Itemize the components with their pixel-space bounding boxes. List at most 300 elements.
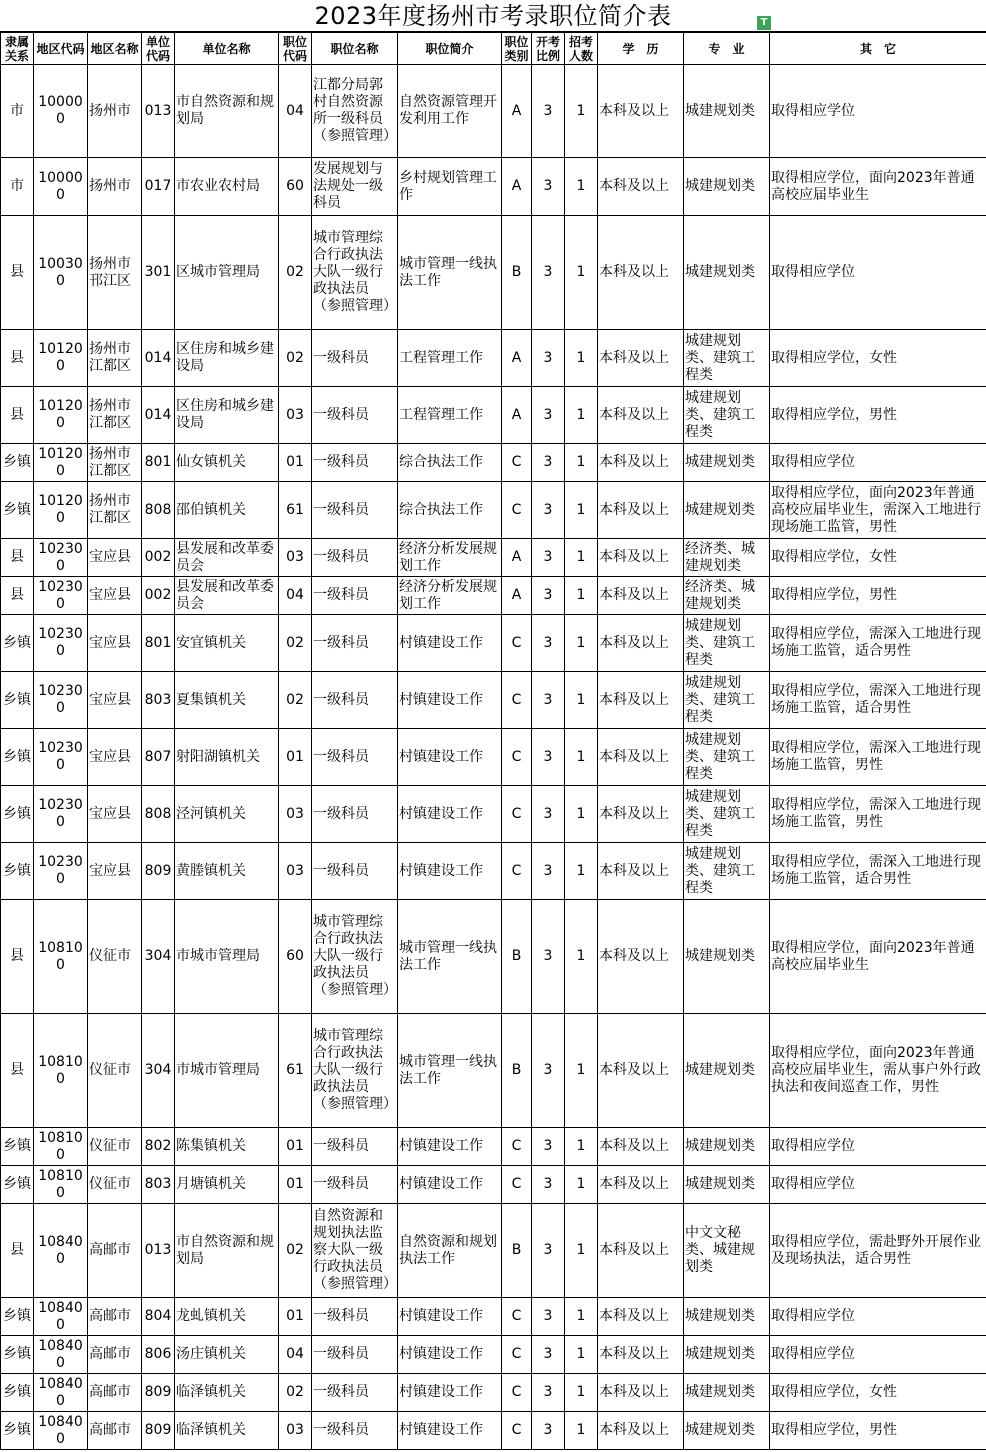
cell-headcount[interactable]: 1 <box>565 65 598 158</box>
cell-region-code[interactable]: 100000 <box>34 158 88 216</box>
cell-category[interactable]: A <box>502 65 532 158</box>
cell-position-code[interactable]: 02 <box>279 330 312 387</box>
cell-position-name[interactable]: 一级科员 <box>312 615 398 672</box>
cell-position-code[interactable]: 04 <box>279 1336 312 1374</box>
cell-region-code[interactable]: 102300 <box>34 615 88 672</box>
cell-position-desc[interactable]: 村镇建设工作 <box>398 615 502 672</box>
cell-ratio[interactable]: 3 <box>532 1166 565 1204</box>
cell-education[interactable]: 本科及以上 <box>598 900 684 1014</box>
cell-category[interactable]: C <box>502 1374 532 1412</box>
cell-ratio[interactable]: 3 <box>532 1204 565 1298</box>
cell-headcount[interactable]: 1 <box>565 387 598 444</box>
cell-region-code[interactable]: 108100 <box>34 1128 88 1166</box>
cell-region-name[interactable]: 宝应县 <box>88 577 142 615</box>
cell-position-name[interactable]: 一级科员 <box>312 1412 398 1450</box>
cell-ratio[interactable]: 3 <box>532 216 565 330</box>
cell-education[interactable]: 本科及以上 <box>598 1374 684 1412</box>
cell-region-code[interactable]: 108400 <box>34 1204 88 1298</box>
cell-ratio[interactable]: 3 <box>532 1412 565 1450</box>
cell-position-desc[interactable]: 村镇建设工作 <box>398 672 502 729</box>
cell-relation[interactable]: 县 <box>1 900 34 1014</box>
cell-unit-code[interactable]: 014 <box>142 330 175 387</box>
cell-education[interactable]: 本科及以上 <box>598 1204 684 1298</box>
cell-major[interactable]: 城建规划类 <box>684 1412 770 1450</box>
cell-major[interactable]: 城建规划类 <box>684 1166 770 1204</box>
cell-position-desc[interactable]: 自然资源和规划执法工作 <box>398 1204 502 1298</box>
cell-position-desc[interactable]: 村镇建设工作 <box>398 1298 502 1336</box>
cell-unit-name[interactable]: 龙虬镇机关 <box>175 1298 279 1336</box>
cell-position-name[interactable]: 城市管理综合行政执法大队一级行政执法员（参照管理） <box>312 216 398 330</box>
cell-major[interactable]: 城建规划类、建筑工程类 <box>684 843 770 900</box>
cell-unit-name[interactable]: 陈集镇机关 <box>175 1128 279 1166</box>
cell-region-name[interactable]: 宝应县 <box>88 786 142 843</box>
cell-region-name[interactable]: 扬州市邗江区 <box>88 216 142 330</box>
cell-position-code[interactable]: 02 <box>279 672 312 729</box>
cell-position-desc[interactable]: 村镇建设工作 <box>398 786 502 843</box>
cell-ratio[interactable]: 3 <box>532 729 565 786</box>
cell-region-name[interactable]: 仪征市 <box>88 900 142 1014</box>
cell-unit-code[interactable]: 802 <box>142 1128 175 1166</box>
cell-unit-code[interactable]: 002 <box>142 577 175 615</box>
cell-education[interactable]: 本科及以上 <box>598 1014 684 1128</box>
cell-education[interactable]: 本科及以上 <box>598 1166 684 1204</box>
cell-unit-name[interactable]: 区住房和城乡建设局 <box>175 330 279 387</box>
cell-other[interactable]: 取得相应学位，需深入工地进行现场施工监管，男性 <box>770 729 986 786</box>
cell-position-name[interactable]: 发展规划与法规处一级科员 <box>312 158 398 216</box>
cell-education[interactable]: 本科及以上 <box>598 482 684 539</box>
cell-unit-code[interactable]: 301 <box>142 216 175 330</box>
cell-region-name[interactable]: 扬州市 <box>88 65 142 158</box>
cell-category[interactable]: C <box>502 1336 532 1374</box>
cell-position-code[interactable]: 03 <box>279 786 312 843</box>
cell-position-desc[interactable]: 村镇建设工作 <box>398 1412 502 1450</box>
cell-unit-code[interactable]: 809 <box>142 843 175 900</box>
cell-region-name[interactable]: 仪征市 <box>88 1014 142 1128</box>
cell-position-desc[interactable]: 工程管理工作 <box>398 330 502 387</box>
cell-region-code[interactable]: 102300 <box>34 539 88 577</box>
cell-position-desc[interactable]: 乡村规划管理工作 <box>398 158 502 216</box>
cell-major[interactable]: 城建规划类、建筑工程类 <box>684 672 770 729</box>
cell-region-name[interactable]: 高邮市 <box>88 1374 142 1412</box>
cell-region-code[interactable]: 100300 <box>34 216 88 330</box>
cell-unit-code[interactable]: 304 <box>142 1014 175 1128</box>
cell-relation[interactable]: 乡镇 <box>1 482 34 539</box>
cell-relation[interactable]: 市 <box>1 158 34 216</box>
cell-education[interactable]: 本科及以上 <box>598 672 684 729</box>
cell-headcount[interactable]: 1 <box>565 330 598 387</box>
cell-unit-code[interactable]: 803 <box>142 672 175 729</box>
cell-region-name[interactable]: 高邮市 <box>88 1412 142 1450</box>
cell-position-code[interactable]: 60 <box>279 158 312 216</box>
cell-position-name[interactable]: 一级科员 <box>312 1336 398 1374</box>
cell-ratio[interactable]: 3 <box>532 1014 565 1128</box>
cell-education[interactable]: 本科及以上 <box>598 387 684 444</box>
cell-relation[interactable]: 乡镇 <box>1 1128 34 1166</box>
cell-region-name[interactable]: 高邮市 <box>88 1204 142 1298</box>
cell-ratio[interactable]: 3 <box>532 1336 565 1374</box>
cell-other[interactable]: 取得相应学位，面向2023年普通高校应届毕业生 <box>770 900 986 1014</box>
cell-region-code[interactable]: 102300 <box>34 786 88 843</box>
cell-other[interactable]: 取得相应学位 <box>770 216 986 330</box>
cell-education[interactable]: 本科及以上 <box>598 1412 684 1450</box>
cell-ratio[interactable]: 3 <box>532 786 565 843</box>
cell-other[interactable]: 取得相应学位，需深入工地进行现场施工监管，适合男性 <box>770 672 986 729</box>
cell-ratio[interactable]: 3 <box>532 615 565 672</box>
cell-other[interactable]: 取得相应学位，需深入工地进行现场施工监管，适合男性 <box>770 615 986 672</box>
cell-relation[interactable]: 乡镇 <box>1 444 34 482</box>
cell-category[interactable]: B <box>502 1014 532 1128</box>
cell-region-code[interactable]: 108100 <box>34 1014 88 1128</box>
cell-headcount[interactable]: 1 <box>565 539 598 577</box>
cell-region-code[interactable]: 102300 <box>34 577 88 615</box>
cell-category[interactable]: B <box>502 216 532 330</box>
cell-position-name[interactable]: 一级科员 <box>312 786 398 843</box>
cell-ratio[interactable]: 3 <box>532 577 565 615</box>
cell-major[interactable]: 城建规划类 <box>684 900 770 1014</box>
cell-category[interactable]: C <box>502 1412 532 1450</box>
cell-headcount[interactable]: 1 <box>565 900 598 1014</box>
cell-education[interactable]: 本科及以上 <box>598 444 684 482</box>
cell-position-desc[interactable]: 经济分析发展规划工作 <box>398 577 502 615</box>
cell-unit-name[interactable]: 区住房和城乡建设局 <box>175 387 279 444</box>
cell-region-code[interactable]: 102300 <box>34 843 88 900</box>
cell-relation[interactable]: 市 <box>1 65 34 158</box>
cell-major[interactable]: 经济类、城建规划类 <box>684 539 770 577</box>
flag-icon[interactable]: T <box>757 16 771 30</box>
cell-position-name[interactable]: 一级科员 <box>312 387 398 444</box>
cell-unit-name[interactable]: 市城市管理局 <box>175 1014 279 1128</box>
cell-other[interactable]: 取得相应学位，女性 <box>770 1374 986 1412</box>
cell-education[interactable]: 本科及以上 <box>598 330 684 387</box>
cell-region-name[interactable]: 扬州市江都区 <box>88 387 142 444</box>
cell-unit-name[interactable]: 夏集镇机关 <box>175 672 279 729</box>
cell-education[interactable]: 本科及以上 <box>598 1298 684 1336</box>
cell-major[interactable]: 城建规划类 <box>684 158 770 216</box>
cell-position-desc[interactable]: 村镇建设工作 <box>398 843 502 900</box>
cell-position-desc[interactable]: 城市管理一线执法工作 <box>398 216 502 330</box>
cell-category[interactable]: C <box>502 1298 532 1336</box>
cell-region-code[interactable]: 100000 <box>34 65 88 158</box>
cell-category[interactable]: A <box>502 539 532 577</box>
cell-headcount[interactable]: 1 <box>565 1374 598 1412</box>
cell-major[interactable]: 城建规划类 <box>684 444 770 482</box>
cell-other[interactable]: 取得相应学位，男性 <box>770 387 986 444</box>
cell-region-name[interactable]: 宝应县 <box>88 539 142 577</box>
cell-unit-code[interactable]: 803 <box>142 1166 175 1204</box>
cell-relation[interactable]: 乡镇 <box>1 1166 34 1204</box>
cell-unit-name[interactable]: 汤庄镇机关 <box>175 1336 279 1374</box>
cell-major[interactable]: 城建规划类 <box>684 1298 770 1336</box>
cell-unit-code[interactable]: 808 <box>142 786 175 843</box>
cell-other[interactable]: 取得相应学位，需深入工地进行现场施工监管，适合男性 <box>770 843 986 900</box>
cell-region-code[interactable]: 108400 <box>34 1374 88 1412</box>
cell-major[interactable]: 城建规划类 <box>684 65 770 158</box>
cell-relation[interactable]: 乡镇 <box>1 843 34 900</box>
cell-unit-code[interactable]: 807 <box>142 729 175 786</box>
cell-relation[interactable]: 乡镇 <box>1 786 34 843</box>
cell-headcount[interactable]: 1 <box>565 1014 598 1128</box>
cell-unit-name[interactable]: 县发展和改革委员会 <box>175 539 279 577</box>
cell-other[interactable]: 取得相应学位，男性 <box>770 1412 986 1450</box>
cell-region-name[interactable]: 仪征市 <box>88 1128 142 1166</box>
cell-ratio[interactable]: 3 <box>532 843 565 900</box>
cell-major[interactable]: 中文文秘类、城建规划类 <box>684 1204 770 1298</box>
cell-unit-code[interactable]: 804 <box>142 1298 175 1336</box>
cell-headcount[interactable]: 1 <box>565 1204 598 1298</box>
cell-position-code[interactable]: 02 <box>279 1204 312 1298</box>
cell-position-name[interactable]: 一级科员 <box>312 729 398 786</box>
cell-other[interactable]: 取得相应学位，面向2023年普通高校应届毕业生，需从事户外行政执法和夜间巡查工作，男性 <box>770 1014 986 1128</box>
cell-education[interactable]: 本科及以上 <box>598 539 684 577</box>
cell-position-desc[interactable]: 村镇建设工作 <box>398 1128 502 1166</box>
cell-position-code[interactable]: 04 <box>279 577 312 615</box>
cell-unit-code[interactable]: 806 <box>142 1336 175 1374</box>
cell-ratio[interactable]: 3 <box>532 672 565 729</box>
cell-position-desc[interactable]: 村镇建设工作 <box>398 1374 502 1412</box>
cell-other[interactable]: 取得相应学位，女性 <box>770 539 986 577</box>
cell-major[interactable]: 城建规划类 <box>684 216 770 330</box>
cell-region-code[interactable]: 101200 <box>34 387 88 444</box>
cell-unit-name[interactable]: 泾河镇机关 <box>175 786 279 843</box>
cell-ratio[interactable]: 3 <box>532 65 565 158</box>
cell-ratio[interactable]: 3 <box>532 900 565 1014</box>
cell-region-name[interactable]: 宝应县 <box>88 672 142 729</box>
cell-relation[interactable]: 县 <box>1 330 34 387</box>
cell-category[interactable]: A <box>502 158 532 216</box>
cell-relation[interactable]: 县 <box>1 1014 34 1128</box>
cell-position-desc[interactable]: 村镇建设工作 <box>398 729 502 786</box>
cell-headcount[interactable]: 1 <box>565 786 598 843</box>
cell-region-code[interactable]: 108400 <box>34 1336 88 1374</box>
cell-position-name[interactable]: 一级科员 <box>312 1374 398 1412</box>
cell-region-code[interactable]: 101200 <box>34 330 88 387</box>
cell-position-name[interactable]: 一级科员 <box>312 444 398 482</box>
cell-ratio[interactable]: 3 <box>532 330 565 387</box>
cell-major[interactable]: 城建规划类、建筑工程类 <box>684 387 770 444</box>
cell-education[interactable]: 本科及以上 <box>598 843 684 900</box>
cell-region-code[interactable]: 108400 <box>34 1298 88 1336</box>
cell-relation[interactable]: 县 <box>1 216 34 330</box>
cell-position-code[interactable]: 61 <box>279 1014 312 1128</box>
cell-education[interactable]: 本科及以上 <box>598 577 684 615</box>
cell-position-code[interactable]: 04 <box>279 65 312 158</box>
cell-position-name[interactable]: 城市管理综合行政执法大队一级行政执法员（参照管理） <box>312 900 398 1014</box>
cell-position-desc[interactable]: 村镇建设工作 <box>398 1166 502 1204</box>
cell-ratio[interactable]: 3 <box>532 1298 565 1336</box>
cell-other[interactable]: 取得相应学位，男性 <box>770 577 986 615</box>
cell-position-desc[interactable]: 工程管理工作 <box>398 387 502 444</box>
cell-position-code[interactable]: 01 <box>279 444 312 482</box>
cell-headcount[interactable]: 1 <box>565 672 598 729</box>
cell-headcount[interactable]: 1 <box>565 482 598 539</box>
cell-position-desc[interactable]: 城市管理一线执法工作 <box>398 900 502 1014</box>
cell-category[interactable]: C <box>502 615 532 672</box>
cell-major[interactable]: 城建规划类 <box>684 1014 770 1128</box>
cell-major[interactable]: 城建规划类、建筑工程类 <box>684 729 770 786</box>
cell-category[interactable]: C <box>502 843 532 900</box>
cell-position-desc[interactable]: 经济分析发展规划工作 <box>398 539 502 577</box>
cell-position-code[interactable]: 02 <box>279 615 312 672</box>
cell-unit-name[interactable]: 邵伯镇机关 <box>175 482 279 539</box>
cell-position-code[interactable]: 01 <box>279 1128 312 1166</box>
cell-headcount[interactable]: 1 <box>565 1298 598 1336</box>
cell-other[interactable]: 取得相应学位 <box>770 1298 986 1336</box>
cell-region-code[interactable]: 102300 <box>34 672 88 729</box>
cell-major[interactable]: 城建规划类、建筑工程类 <box>684 615 770 672</box>
cell-unit-code[interactable]: 014 <box>142 387 175 444</box>
cell-education[interactable]: 本科及以上 <box>598 1128 684 1166</box>
cell-education[interactable]: 本科及以上 <box>598 216 684 330</box>
cell-relation[interactable]: 县 <box>1 577 34 615</box>
cell-category[interactable]: C <box>502 1166 532 1204</box>
cell-position-name[interactable]: 一级科员 <box>312 577 398 615</box>
cell-position-name[interactable]: 一级科员 <box>312 1298 398 1336</box>
cell-unit-name[interactable]: 黄塍镇机关 <box>175 843 279 900</box>
cell-position-code[interactable]: 03 <box>279 843 312 900</box>
cell-relation[interactable]: 乡镇 <box>1 1374 34 1412</box>
cell-headcount[interactable]: 1 <box>565 577 598 615</box>
cell-unit-code[interactable]: 017 <box>142 158 175 216</box>
cell-education[interactable]: 本科及以上 <box>598 615 684 672</box>
cell-category[interactable]: B <box>502 900 532 1014</box>
cell-region-name[interactable]: 扬州市 <box>88 158 142 216</box>
cell-unit-code[interactable]: 808 <box>142 482 175 539</box>
cell-position-code[interactable]: 60 <box>279 900 312 1014</box>
cell-region-name[interactable]: 扬州市江都区 <box>88 444 142 482</box>
cell-education[interactable]: 本科及以上 <box>598 786 684 843</box>
cell-region-name[interactable]: 扬州市江都区 <box>88 330 142 387</box>
cell-education[interactable]: 本科及以上 <box>598 65 684 158</box>
cell-position-name[interactable]: 一级科员 <box>312 672 398 729</box>
cell-region-code[interactable]: 102300 <box>34 729 88 786</box>
cell-category[interactable]: A <box>502 577 532 615</box>
cell-other[interactable]: 取得相应学位，需赴野外开展作业及现场执法，适合男性 <box>770 1204 986 1298</box>
cell-category[interactable]: A <box>502 330 532 387</box>
cell-category[interactable]: C <box>502 729 532 786</box>
cell-relation[interactable]: 县 <box>1 387 34 444</box>
cell-position-name[interactable]: 江都分局郭村自然资源所一级科员（参照管理） <box>312 65 398 158</box>
cell-headcount[interactable]: 1 <box>565 615 598 672</box>
cell-major[interactable]: 城建规划类、建筑工程类 <box>684 330 770 387</box>
cell-region-code[interactable]: 108400 <box>34 1412 88 1450</box>
cell-relation[interactable]: 乡镇 <box>1 1336 34 1374</box>
cell-region-name[interactable]: 宝应县 <box>88 615 142 672</box>
cell-ratio[interactable]: 3 <box>532 1128 565 1166</box>
cell-position-name[interactable]: 一级科员 <box>312 1166 398 1204</box>
cell-category[interactable]: A <box>502 387 532 444</box>
cell-other[interactable]: 取得相应学位 <box>770 1166 986 1204</box>
cell-position-code[interactable]: 01 <box>279 1298 312 1336</box>
cell-unit-code[interactable]: 809 <box>142 1412 175 1450</box>
cell-headcount[interactable]: 1 <box>565 216 598 330</box>
cell-unit-name[interactable]: 临泽镇机关 <box>175 1412 279 1450</box>
cell-region-name[interactable]: 宝应县 <box>88 729 142 786</box>
cell-position-name[interactable]: 一级科员 <box>312 482 398 539</box>
cell-headcount[interactable]: 1 <box>565 444 598 482</box>
cell-relation[interactable]: 县 <box>1 1204 34 1298</box>
cell-relation[interactable]: 县 <box>1 539 34 577</box>
cell-major[interactable]: 城建规划类 <box>684 482 770 539</box>
cell-major[interactable]: 城建规划类 <box>684 1336 770 1374</box>
cell-unit-name[interactable]: 市农业农村局 <box>175 158 279 216</box>
cell-relation[interactable]: 乡镇 <box>1 615 34 672</box>
cell-position-name[interactable]: 一级科员 <box>312 843 398 900</box>
cell-relation[interactable]: 乡镇 <box>1 1298 34 1336</box>
cell-category[interactable]: C <box>502 1128 532 1166</box>
cell-category[interactable]: C <box>502 786 532 843</box>
cell-unit-name[interactable]: 市自然资源和规划局 <box>175 65 279 158</box>
cell-major[interactable]: 城建规划类 <box>684 1128 770 1166</box>
cell-position-code[interactable]: 61 <box>279 482 312 539</box>
cell-position-code[interactable]: 01 <box>279 729 312 786</box>
cell-education[interactable]: 本科及以上 <box>598 158 684 216</box>
cell-category[interactable]: B <box>502 1204 532 1298</box>
cell-position-desc[interactable]: 综合执法工作 <box>398 482 502 539</box>
cell-position-name[interactable]: 一级科员 <box>312 539 398 577</box>
cell-region-code[interactable]: 101200 <box>34 444 88 482</box>
cell-unit-name[interactable]: 仙女镇机关 <box>175 444 279 482</box>
cell-position-desc[interactable]: 综合执法工作 <box>398 444 502 482</box>
cell-position-code[interactable]: 02 <box>279 1374 312 1412</box>
cell-other[interactable]: 取得相应学位，需深入工地进行现场施工监管，男性 <box>770 786 986 843</box>
cell-major[interactable]: 城建规划类、建筑工程类 <box>684 786 770 843</box>
cell-headcount[interactable]: 1 <box>565 1128 598 1166</box>
cell-other[interactable]: 取得相应学位 <box>770 1336 986 1374</box>
cell-unit-name[interactable]: 县发展和改革委员会 <box>175 577 279 615</box>
cell-headcount[interactable]: 1 <box>565 729 598 786</box>
cell-relation[interactable]: 乡镇 <box>1 729 34 786</box>
cell-other[interactable]: 取得相应学位，女性 <box>770 330 986 387</box>
cell-position-desc[interactable]: 城市管理一线执法工作 <box>398 1014 502 1128</box>
cell-other[interactable]: 取得相应学位，面向2023年普通高校应届毕业生，需深入工地进行现场施工监管，男性 <box>770 482 986 539</box>
cell-unit-name[interactable]: 市城市管理局 <box>175 900 279 1014</box>
cell-education[interactable]: 本科及以上 <box>598 1336 684 1374</box>
cell-major[interactable]: 城建规划类 <box>684 1374 770 1412</box>
cell-position-name[interactable]: 自然资源和规划执法监察大队一级行政执法员（参照管理） <box>312 1204 398 1298</box>
cell-ratio[interactable]: 3 <box>532 539 565 577</box>
cell-unit-name[interactable]: 安宜镇机关 <box>175 615 279 672</box>
cell-education[interactable]: 本科及以上 <box>598 729 684 786</box>
cell-position-name[interactable]: 城市管理综合行政执法大队一级行政执法员（参照管理） <box>312 1014 398 1128</box>
cell-unit-code[interactable]: 013 <box>142 65 175 158</box>
cell-position-code[interactable]: 03 <box>279 1412 312 1450</box>
cell-unit-code[interactable]: 801 <box>142 615 175 672</box>
cell-ratio[interactable]: 3 <box>532 1374 565 1412</box>
cell-relation[interactable]: 乡镇 <box>1 1412 34 1450</box>
cell-unit-name[interactable]: 临泽镇机关 <box>175 1374 279 1412</box>
cell-region-name[interactable]: 高邮市 <box>88 1298 142 1336</box>
cell-ratio[interactable]: 3 <box>532 482 565 539</box>
cell-other[interactable]: 取得相应学位 <box>770 444 986 482</box>
cell-position-name[interactable]: 一级科员 <box>312 330 398 387</box>
cell-category[interactable]: C <box>502 672 532 729</box>
cell-unit-code[interactable]: 801 <box>142 444 175 482</box>
cell-region-name[interactable]: 仪征市 <box>88 1166 142 1204</box>
cell-position-desc[interactable]: 自然资源管理开发利用工作 <box>398 65 502 158</box>
cell-category[interactable]: C <box>502 444 532 482</box>
cell-region-name[interactable]: 扬州市江都区 <box>88 482 142 539</box>
cell-other[interactable]: 取得相应学位 <box>770 1128 986 1166</box>
cell-category[interactable]: C <box>502 482 532 539</box>
cell-ratio[interactable]: 3 <box>532 387 565 444</box>
cell-headcount[interactable]: 1 <box>565 1166 598 1204</box>
cell-headcount[interactable]: 1 <box>565 1336 598 1374</box>
cell-ratio[interactable]: 3 <box>532 444 565 482</box>
cell-position-name[interactable]: 一级科员 <box>312 1128 398 1166</box>
cell-major[interactable]: 经济类、城建规划类 <box>684 577 770 615</box>
cell-position-code[interactable]: 03 <box>279 387 312 444</box>
cell-unit-name[interactable]: 射阳湖镇机关 <box>175 729 279 786</box>
